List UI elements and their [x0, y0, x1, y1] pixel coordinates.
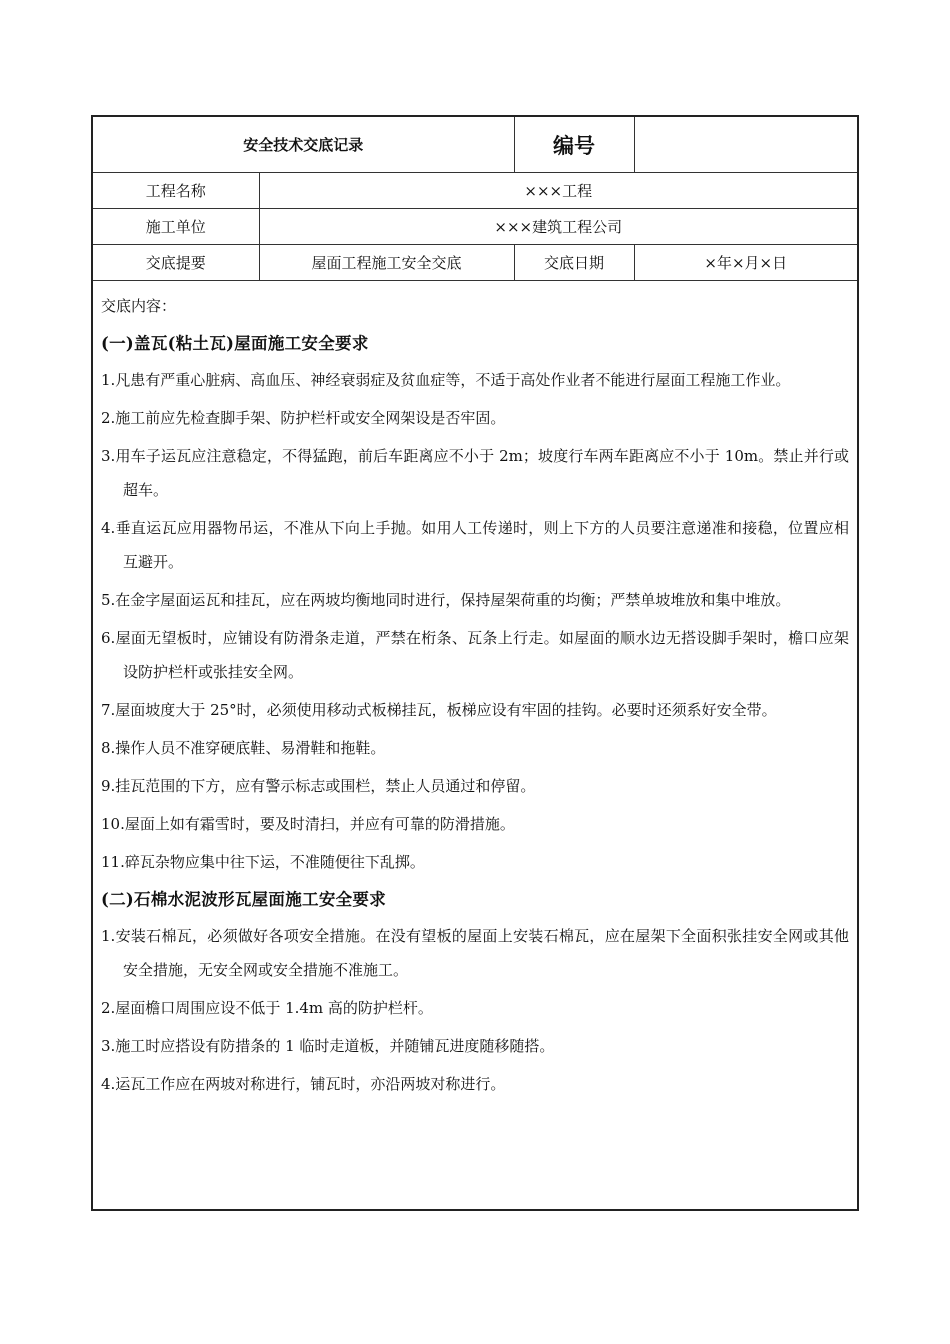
- section-title-2: (二)石棉水泥波形瓦屋面施工安全要求: [101, 890, 387, 909]
- date-value: ×年×月×日: [634, 245, 857, 281]
- section-title-1: (一)盖瓦(粘土瓦)屋面施工安全要求: [101, 334, 369, 353]
- disclosure-record-form: [91, 115, 859, 1211]
- list-item: 9.挂瓦范围的下方，应有警示标志或围栏，禁止人员通过和停留。: [101, 777, 536, 795]
- summary-label: 交底提要: [93, 245, 259, 281]
- serial-label: 编号: [514, 117, 634, 173]
- list-item: 1.凡患有严重心脏病、高血压、神经衰弱症及贫血症等，不适于高处作业者不能进行屋面工程施工作业。: [101, 371, 791, 389]
- date-label: 交底日期: [514, 245, 634, 281]
- list-item: 2.屋面檐口周围应设不低于 1.4m 高的防护栏杆。: [101, 999, 433, 1017]
- serial-value: [634, 117, 857, 173]
- construction-unit-value: ×××建筑工程公司: [259, 209, 857, 245]
- header-table: [93, 117, 857, 281]
- list-item: 3.施工时应搭设有防措条的 1 临时走道板，并随铺瓦进度随移随搭。: [101, 1037, 555, 1055]
- project-name-row: [93, 173, 857, 209]
- list-item: 8.操作人员不准穿硬底鞋、易滑鞋和拖鞋。: [101, 739, 386, 757]
- project-name-label: 工程名称: [93, 173, 259, 209]
- construction-unit-label: 施工单位: [93, 209, 259, 245]
- list-item: 11.碎瓦杂物应集中往下运，不准随便往下乱掷。: [101, 853, 425, 871]
- summary-row: [93, 245, 857, 281]
- project-name-value: ×××工程: [259, 173, 857, 209]
- list-item: 2.施工前应先检查脚手架、防护栏杆或安全网架设是否牢固。: [101, 409, 506, 427]
- list-item: 3.用车子运瓦应注意稳定，不得猛跑，前后车距离应不小于 2m；坡度行车两车距离应不小于 10m。禁止并行或超车。: [101, 447, 849, 499]
- list-item: 7.屋面坡度大于 25°时，必须使用移动式板梯挂瓦，板梯应设有牢固的挂钩。必要时还须系好安全带。: [101, 701, 777, 719]
- form-title: 安全技术交底记录: [93, 117, 514, 173]
- list-item: 1.安装石棉瓦，必须做好各项安全措施。在没有望板的屋面上安装石棉瓦，应在屋架下全面积张挂安全网或其他安全措施，无安全网或安全措施不准施工。: [101, 927, 849, 979]
- title-row: [93, 117, 857, 173]
- list-item: 5.在金字屋面运瓦和挂瓦，应在两坡均衡地同时进行，保持屋架荷重的均衡；严禁单坡堆放和集中堆放。: [101, 591, 791, 609]
- list-item: 10.屋面上如有霜雪时，要及时清扫，并应有可靠的防滑措施。: [101, 815, 515, 833]
- disclosure-content: [93, 281, 857, 1101]
- list-item: 6.屋面无望板时，应铺设有防滑条走道，严禁在桁条、瓦条上行走。如屋面的顺水边无搭设脚手架时，檐口应架设防护栏杆或张挂安全网。: [101, 629, 849, 681]
- content-intro: 交底内容：: [101, 297, 177, 315]
- list-item: 4.垂直运瓦应用器物吊运，不准从下向上手抛。如用人工传递时，则上下方的人员要注意递准和接稳，位置应相互避开。: [101, 519, 849, 571]
- summary-value: 屋面工程施工安全交底: [259, 245, 514, 281]
- list-item: 4.运瓦工作应在两坡对称进行，铺瓦时，亦沿两坡对称进行。: [101, 1075, 506, 1093]
- construction-unit-row: [93, 209, 857, 245]
